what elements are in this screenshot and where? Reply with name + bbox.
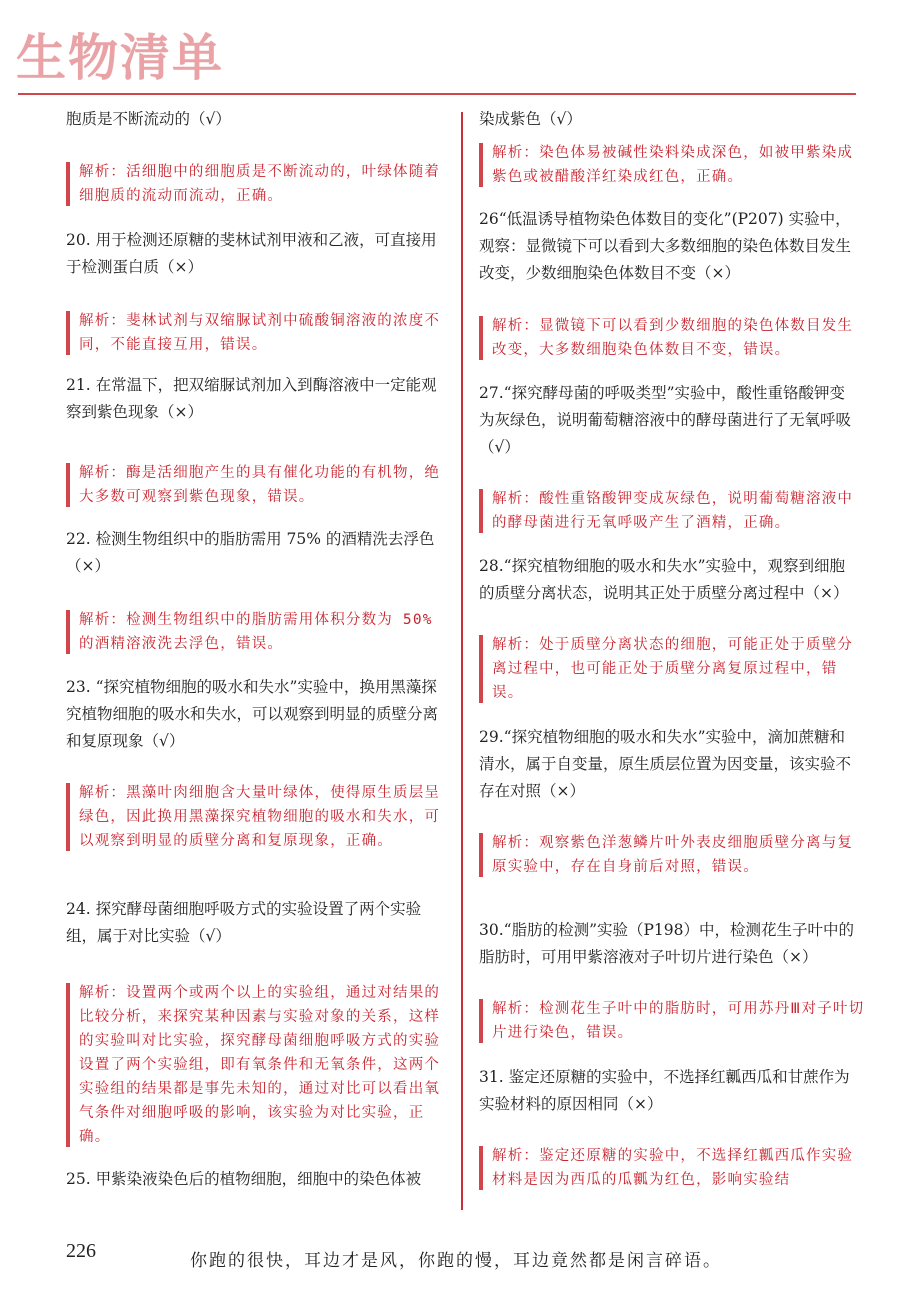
column-divider <box>461 112 463 1210</box>
explanation-21: 解析：酶是活细胞产生的具有催化功能的有机物，绝大多数可观察到紫色现象，错误。 <box>66 461 453 509</box>
explanation-28: 解析：处于质壁分离状态的细胞，可能正处于质壁分离过程中，也可能正处于质壁分离复原过程中，错误。 <box>479 633 866 705</box>
question-31: 31. 鉴定还原糖的实验中，不选择红瓤西瓜和甘蔗作为实验材料的原因相同（×） <box>479 1068 850 1113</box>
explanation-19: 解析：活细胞中的细胞质是不断流动的，叶绿体随着细胞质的流动而流动，正确。 <box>66 160 451 208</box>
page-number: 226 <box>66 1240 96 1262</box>
question-25-head: 25. 甲紫染液染色后的植物细胞，细胞中的染色体被 <box>66 1170 422 1188</box>
question-27: 27.“探究酵母菌的呼吸类型”实验中，酸性重铬酸钾变为灰绿色，说明葡萄糖溶液中的酵母菌进行了无氧呼吸（√） <box>479 384 852 456</box>
question-30: 30.“脂肪的检测”实验（P198）中，检测花生子叶中的脂肪时，可用甲紫溶液对子叶切片进行染色（×） <box>479 921 855 966</box>
question-29: 29.“探究植物细胞的吸水和失水”实验中，滴加蔗糖和清水，属于自变量，原生质层位置为因变量，该实验不存在对照（×） <box>479 728 852 800</box>
explanation-27: 解析：酸性重铬酸钾变成灰绿色，说明葡萄糖溶液中的酵母菌进行无氧呼吸产生了酒精，正确。 <box>479 487 866 535</box>
explanation-26: 解析：显微镜下可以看到少数细胞的染色体数目发生改变，大多数细胞染色体数目不变，错误。 <box>479 314 866 362</box>
question-19-tail: 胞质是不断流动的（√） <box>66 110 231 128</box>
explanation-24: 解析：设置两个或两个以上的实验组，通过对结果的比较分析，来探究某种因素与实验对象的关系，这样的实验叫对比实验，探究酵母菌细胞呼吸方式的实验设置了两个实验组，即有氧条件和无氧条件，这两个实验组的结果都是事先未知的，通过对比可以看出氧气条件对细胞呼吸的影响，该实验为对比实验，正确。 <box>66 981 453 1149</box>
footer-quote: 你跑的很快，耳边才是风，你跑的慢，耳边竟然都是闲言碎语。 <box>190 1251 722 1271</box>
explanation-22: 解析：检测生物组织中的脂肪需用体积分数为 50% 的酒精溶液洗去浮色，错误。 <box>66 608 451 656</box>
header-title: 生物清单 <box>16 28 224 87</box>
header-divider <box>18 93 856 95</box>
explanation-31: 解析：鉴定还原糖的实验中，不选择红瓤西瓜作实验材料是因为西瓜的瓜瓤为红色，影响实验结 <box>479 1144 866 1192</box>
question-21: 21. 在常温下，把双缩脲试剂加入到酶溶液中一定能观察到紫色现象（×） <box>66 376 437 421</box>
explanation-29: 解析：观察紫色洋葱鳞片叶外表皮细胞质壁分离与复原实验中，存在自身前后对照，错误。 <box>479 831 866 879</box>
explanation-25: 解析：染色体易被碱性染料染成深色，如被甲紫染成紫色或被醋酸洋红染成红色，正确。 <box>479 141 866 189</box>
question-25-tail: 染成紫色（√） <box>479 110 582 128</box>
question-22: 22. 检测生物组织中的脂肪需用 75% 的酒精洗去浮色（×） <box>66 530 435 575</box>
explanation-20: 解析：斐林试剂与双缩脲试剂中硫酸铜溶液的浓度不同，不能直接互用，错误。 <box>66 309 451 357</box>
question-28: 28.“探究植物细胞的吸水和失水”实验中，观察到细胞的质壁分离状态，说明其正处于质壁分离过程中（×） <box>479 557 849 602</box>
question-26: 26“低温诱导植物染色体数目的变化”(P207) 实验中，观察：显微镜下可以看到大多数细胞的染色体数目发生改变，少数细胞染色体数目不变（×） <box>479 210 852 282</box>
question-24: 24. 探究酵母菌细胞呼吸方式的实验设置了两个实验组，属于对比实验（√） <box>66 900 422 945</box>
question-23: 23. “探究植物细胞的吸水和失水”实验中，换用黑藻探究植物细胞的吸水和失水，可以观察到明显的质壁分离和复原现象（√） <box>66 678 439 750</box>
question-20: 20. 用于检测还原糖的斐林试剂甲液和乙液，可直接用于检测蛋白质（×） <box>66 231 437 276</box>
explanation-23: 解析：黑藻叶肉细胞含大量叶绿体，使得原生质层呈绿色，因此换用黑藻探究植物细胞的吸水和失水，可以观察到明显的质壁分离和复原现象，正确。 <box>66 781 451 853</box>
explanation-30: 解析：检测花生子叶中的脂肪时，可用苏丹Ⅲ对子叶切片进行染色，错误。 <box>479 997 866 1045</box>
